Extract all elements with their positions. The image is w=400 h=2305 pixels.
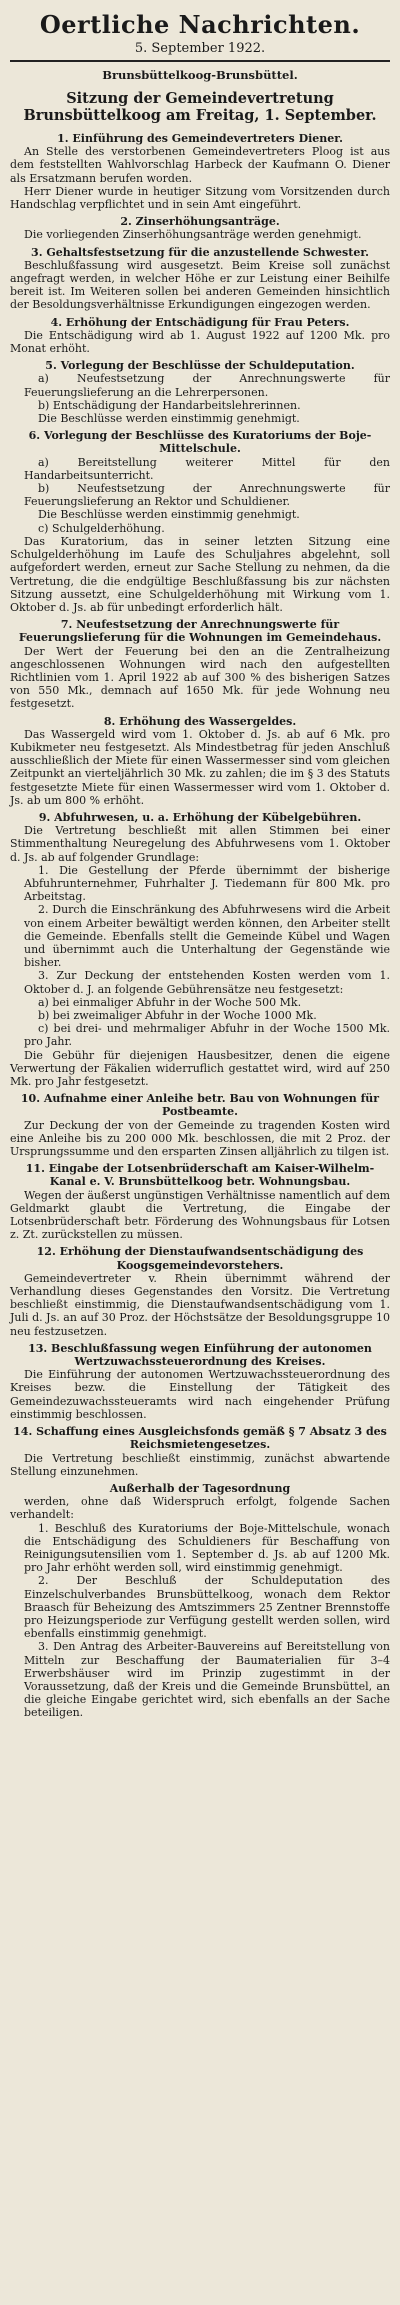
section-heading: 13. Beschlußfassung wegen Einführung der autonomen Wertzuwachssteuerordnung des Kreises. (28, 1341, 372, 1369)
section-heading: 7. Neufestsetzung der Anrechnungswerte für Feuerungslieferung für die Wohnungen im Gemeindehaus. (18, 618, 382, 645)
article-title: Sitzung der Gemeindevertretung Brunsbüttelkoog am Freitag, 1. September. (23, 90, 377, 124)
masthead: Oertliche Nachrichten. (39, 10, 361, 39)
paragraph: Gemeindevertreter v. Rhein übernimmt während der Verhandlung dieses Gegenstandes den Vorsitz. Die Vertretung beschließt einstimmig, die Dienstaufwandsentschädigung vom 1. Juli d. Js. an auf 30 Proz. der Höchstsätze der Besoldungsgruppe 10 neu festzusetzen. (10, 1271, 390, 1338)
list-item: 2. Durch die Einschränkung des Abfuhrwesens wird die Arbeit von einem Arbeiter bewältigt werden können, den Arbeiter stellt die Gemeinde. Ebenfalls stellt die Gemeinde Kübel und Wagen und übernimmt auch die Unterhaltung der Gegenstände wie bisher. (24, 903, 390, 970)
list-item: b) Neufestsetzung der Anrechnungswerte für Feuerungslieferung an Rektor und Schuldiener. (24, 482, 390, 509)
paragraph: Beschlußfassung wird ausgesetzt. Beim Kreise soll zunächst angefragt werden, in welcher Höhe er zur Leistung einer Beihilfe bereit ist. Im Weiteren sollen bei anderen Gemeinden hinsichtlich der Besoldungsverhältnisse Erkundigungen eingezogen werden. (10, 258, 390, 312)
paragraph: Wegen der äußerst ungünstigen Verhältnisse namentlich auf dem Geldmarkt glaubt die Vertretung, die Eingabe der Lotsenbrüderschaft betr. Förderung des Wohnungsbaus für Lotsen z. Zt. zurückstellen zu müssen. (10, 1188, 391, 1242)
list-item: a) Bereitstellung weiterer Mittel für den Handarbeitsunterricht. (24, 455, 390, 482)
article-section (10, 715, 390, 807)
paragraph: Zur Deckung der von der Gemeinde zu tragenden Kosten wird eine Anleihe bis zu 200 000 Mk. beschlossen, die mit 2 Proz. der Ursprungssumme und den ersparten Zinsen alljährlich zu tilgen ist. (10, 1118, 390, 1159)
section-heading: 4. Erhöhung der Entschädigung für Frau Peters. (50, 315, 350, 329)
article-body (10, 132, 390, 1720)
paragraph: Die Einführung der autonomen Wertzuwachssteuerordnung des Kreises bezw. die Einstellung der Tätigkeit des Gemeindezuwachssteueramts wird nach eingehender Prüfung einstimmig beschlossen. (10, 1368, 390, 1421)
article-section (10, 429, 390, 614)
article-section (10, 811, 390, 1088)
list-item: c) Schulgelderhöhung. (38, 521, 165, 535)
list-item: 3. Zur Deckung der entstehenden Kosten werden vom 1. Oktober d. J. an folgende Gebührensätze neu festgesetzt: (24, 969, 390, 996)
article-section (10, 1092, 390, 1158)
paragraph: An Stelle des verstorbenen Gemeindevertreters Ploog ist aus dem feststellten Wahlvorschlag Harbeck der Kaufmann O. Diener als Ersatzmann berufen worden. (10, 145, 390, 185)
section-heading: 2. Zinserhöhungsanträge. (120, 215, 280, 229)
list-item: b) bei zweimaliger Abfuhr in der Woche 1000 Mk. (38, 1009, 317, 1022)
list-item: 3. Den Antrag des Arbeiter-Bauvereins auf Bereitstellung von Mitteln zur Beschaffung der Baumaterialien für 3–4 Erwerbshäuser wird im Prinzip zugestimmt in der Voraussetzung, daß der Kreis und die Gemeinde Brunsbüttel, an die gleiche Eingabe gerichtet wird, sich ebenfalls an der Sache beteiligen. (24, 1640, 390, 1720)
paragraph: Die vorliegenden Zinserhöhungsanträge werden genehmigt. (24, 228, 362, 242)
paragraph: Das Wassergeld wird vom 1. Oktober d. Js. ab auf 6 Mk. pro Kubikmeter neu festgesetzt. Als Mindestbetrag für jeden Anschluß ausschließlich der Miete für einen Wassermesser sind vom gleichen Zeitpunkt an vierteljährlich 30 Mk. zu zahlen; die im § 3 des Statuts festgesetzte Miete für einen Wassermesser wird vom 1. Oktober d. Js. ab um 800 % erhöht. (10, 727, 390, 807)
article-section (10, 1162, 390, 1241)
list-item: Die Beschlüsse werden einstimmig genehmigt. (38, 508, 300, 522)
section-heading: 3. Gehaltsfestsetzung für die anzustellende Schwester. (31, 245, 369, 259)
section-heading: 6. Vorlegung der Beschlüsse des Kuratoriums der Boje-Mittelschule. (28, 429, 372, 456)
article-section (10, 1342, 390, 1421)
list-item: b) Entschädigung der Handarbeitslehrerinnen. (38, 398, 301, 412)
paragraph: Das Kuratorium, das in seiner letzten Sitzung eine Schulgelderhöhung im Laufe des Schuljahres abgelehnt, soll aufgefordert werden, erneut zur Sache Stellung zu nehmen, da die Vertretung, die die endgültige Beschlußfassung bis zur nächsten Sitzung aussetzt, eine Schulgelderhöhung mit Wirkung vom 1. Oktober d. Js. ab für unbedingt erforderlich hält. (10, 534, 390, 614)
section-heading: 1. Einführung des Gemeindevertreters Diener. (57, 132, 343, 145)
list-item: Die Beschlüsse werden einstimmig genehmigt. (38, 412, 300, 426)
article-section (10, 132, 390, 211)
list-item: 2. Der Beschluß der Schuldeputation des Einzelschulverbandes Brunsbüttelkoog, wonach dem Rektor Braasch für Beheizung des Amtszimmers 25 Zentner Brennstoffe pro Heizungsperiode zur Verfügung gestellt werden sollen, wird ebenfalls einstimmig genehmigt. (24, 1574, 390, 1641)
section-heading: 10. Aufnahme einer Anleihe betr. Bau von Wohnungen für Postbeamte. (20, 1092, 380, 1119)
paragraph: Die Vertretung beschließt mit allen Stimmen bei einer Stimmenthaltung Neuregelung des Abfuhrwesens vom 1. Oktober d. Js. ab auf folgender Grundlage: (10, 824, 390, 864)
list-item: a) bei einmaliger Abfuhr in der Woche 500 Mk. (38, 995, 302, 1009)
section-heading: 8. Erhöhung des Wassergeldes. (103, 714, 297, 728)
article-section (10, 215, 390, 241)
paragraph: Die Vertretung beschließt einstimmig, zunächst abwartende Stellung einzunehmen. (10, 1451, 390, 1478)
list-item: 1. Beschluß des Kuratoriums der Boje-Mittelschule, wonach die Entschädigung des Schuldieners für Beschaffung von Reinigungsutensilien vom 1. September d. Js. ab auf 1200 Mk. pro Jahr erhöht werden soll, wird einstimmig genehmigt. (24, 1521, 390, 1575)
list-item: a) Neufestsetzung der Anrechnungswerte für Feuerungslieferung an die Lehrerpersonen. (24, 372, 390, 399)
paragraph: Herr Diener wurde in heutiger Sitzung vom Vorsitzenden durch Handschlag verpflichtet und in sein Amt eingeführt. (10, 184, 390, 212)
article-section (10, 359, 390, 425)
issue-date: 5. September 1922. (134, 41, 266, 56)
section-heading: 14. Schaffung eines Ausgleichsfonds gemäß § 7 Absatz 3 des Reichsmietengesetzes. (13, 1425, 387, 1452)
article-section (10, 1482, 390, 1720)
article-section (10, 1425, 390, 1478)
paragraph: werden, ohne daß Widerspruch erfolgt, folgende Sachen verhandelt: (10, 1495, 390, 1522)
list-item: c) bei drei- und mehrmaliger Abfuhr in der Woche 1500 Mk. pro Jahr. (24, 1022, 390, 1049)
section-heading: 5. Vorlegung der Beschlüsse der Schuldeputation. (45, 359, 355, 373)
location-heading: Brunsbüttelkoog-Brunsbüttel. (102, 68, 298, 82)
article-section (10, 316, 390, 356)
section-heading: 9. Abfuhrwesen, u. a. Erhöhung der Kübelgebühren. (38, 810, 362, 824)
article-section (10, 246, 390, 312)
paragraph: Die Gebühr für diejenigen Hausbesitzer, denen die eigene Verwertung der Fäkalien widerruflich gestattet wird, wird auf 250 Mk. pro Jahr festgesetzt. (10, 1048, 390, 1089)
section-heading: 12. Erhöhung der Dienstaufwandsentschädigung des Koogsgemeindevorstehers. (36, 1245, 364, 1272)
paragraph: Der Wert der Feuerung bei den an die Zentralheizung angeschlossenen Wohnungen wird nach den aufgestellten Richtlinien vom 1. April 1922 ab auf 300 % des bisherigen Satzes von 550 Mk., demnach auf 1650 Mk. für jede Wohnung neu festgesetzt. (10, 644, 390, 711)
section-heading: Außerhalb der Tagesordnung (109, 1481, 291, 1495)
article-section (10, 618, 390, 710)
article-section (10, 1245, 390, 1337)
list-item: 1. Die Gestellung der Pferde übernimmt der bisherige Abfuhrunternehmer, Fuhrhalter J. Tiedemann für 800 Mk. pro Arbeitstag. (24, 863, 390, 904)
paragraph: Die Entschädigung wird ab 1. August 1922 auf 1200 Mk. pro Monat erhöht. (10, 328, 390, 356)
divider (10, 60, 390, 62)
section-heading: 11. Eingabe der Lotsenbrüderschaft am Kaiser-Wilhelm-Kanal e. V. Brunsbüttelkoog betr. Wohnungsbau. (25, 1162, 375, 1189)
